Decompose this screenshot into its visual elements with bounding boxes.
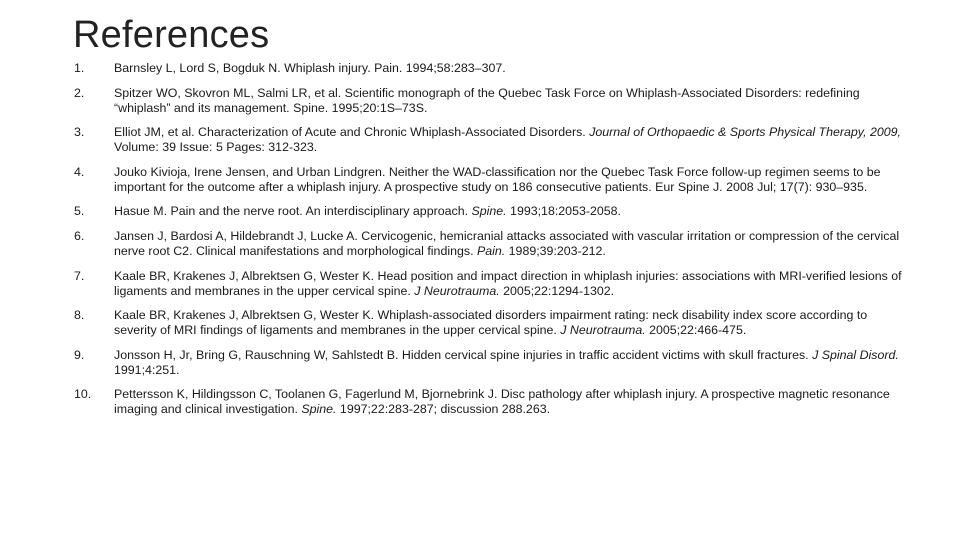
reference-text-segment: Pettersson K, Hildingsson C, Toolanen G, Fagerlund M, Bjornebrink J. Disc pathology after whiplash injury. A prospective magnetic resonance imaging and clinical investigation. xyxy=(114,387,890,417)
reference-text-segment: Jouko Kivioja, Irene Jensen, and Urban Lindgren. Neither the WAD-classification nor the Quebec Task Force follow-up regimen seems to be important for the outcome after a whiplash injury. A prospective study on 186 consecutive patients. Eur Spine J. 2008 Jul; 17(7): 930–935. xyxy=(114,164,881,194)
reference-number: 9. xyxy=(74,347,85,362)
reference-text-segment: 2005;22:466-475. xyxy=(645,323,747,338)
reference-item xyxy=(74,204,904,219)
reference-text xyxy=(114,269,904,299)
reference-item xyxy=(74,308,904,338)
reference-number: 4. xyxy=(74,164,85,179)
reference-text xyxy=(114,387,904,417)
reference-journal-italic: J Neurotrauma. xyxy=(560,323,646,338)
reference-text xyxy=(114,308,904,338)
slide-title: References xyxy=(73,14,270,56)
reference-text-segment: Jonsson H, Jr, Bring G, Rauschning W, Sahlstedt B. Hidden cervical spine injuries in traffic accident victims with skull fractures. xyxy=(114,347,813,362)
reference-journal-italic: J Neurotrauma. xyxy=(414,283,500,298)
reference-text-segment: Kaale BR, Krakenes J, Albrektsen G, Wester K. Head position and impact direction in whiplash injuries: associations with MRI-verified lesions of ligaments and membranes in the upper cervical spine. xyxy=(114,268,902,298)
reference-number: 5. xyxy=(74,204,85,219)
reference-text xyxy=(114,229,904,259)
reference-text-segment: Kaale BR, Krakenes J, Albrektsen G, Wester K. Whiplash-associated disorders impairment rating: neck disability index score according to severity of MRI findings of ligaments and membranes in the upper cervical spine. xyxy=(114,308,868,338)
reference-text-segment: Jansen J, Bardosi A, Hildebrandt J, Lucke A. Cervicogenic, hemicranial attacks associated with vascular irritation or compression of the cervical nerve root C2. Clinical manifestations and morphological findings. xyxy=(114,228,900,258)
reference-journal-italic: Journal of Orthopaedic & Sports Physical Therapy, 2009, xyxy=(589,125,901,140)
reference-item xyxy=(74,165,904,195)
reference-item xyxy=(74,348,904,378)
reference-text-segment: Hasue M. Pain and the nerve root. An interdisciplinary approach. xyxy=(114,204,472,219)
reference-item xyxy=(74,387,904,417)
reference-text-segment: Volume: 39 Issue: 5 Pages: 312-323. xyxy=(114,140,318,155)
reference-number: 2. xyxy=(74,85,85,100)
reference-text xyxy=(114,86,904,116)
reference-text xyxy=(114,204,904,219)
reference-number: 3. xyxy=(74,125,85,140)
reference-number: 6. xyxy=(74,228,85,243)
reference-number: 10. xyxy=(74,387,92,402)
reference-text-segment: 1997;22:283-287; discussion 288.263. xyxy=(336,402,551,417)
reference-text-segment: Spitzer WO, Skovron ML, Salmi LR, et al. Scientific monograph of the Quebec Task Force on Whiplash-Associated Disorders: redefining “whiplash” and its management. Spine. 1995;20:1S–73S. xyxy=(114,85,860,115)
reference-journal-italic: Spine. xyxy=(471,204,507,219)
reference-text-segment: Barnsley L, Lord S, Bogduk N. Whiplash injury. Pain. 1994;58:283–307. xyxy=(114,61,506,75)
reference-text-segment: 1989;39:203-212. xyxy=(505,243,606,258)
reference-text xyxy=(114,61,904,76)
reference-text-segment: 2005;22:1294-1302. xyxy=(499,283,615,298)
reference-text xyxy=(114,348,904,378)
reference-text-segment: 1991;4:251. xyxy=(114,362,180,377)
reference-journal-italic: Spine. xyxy=(301,402,337,417)
reference-text-segment: Elliot JM, et al. Characterization of Acute and Chronic Whiplash-Associated Disorders. xyxy=(114,125,590,140)
reference-list xyxy=(74,61,904,427)
reference-item xyxy=(74,86,904,116)
reference-item xyxy=(74,229,904,259)
reference-text-segment: 1993;18:2053-2058. xyxy=(506,204,621,219)
reference-text xyxy=(114,165,904,195)
reference-item xyxy=(74,269,904,299)
reference-journal-italic: J Spinal Disord. xyxy=(812,347,899,362)
reference-text xyxy=(114,125,904,155)
reference-number: 7. xyxy=(74,268,85,283)
reference-item xyxy=(74,125,904,155)
reference-item xyxy=(74,61,904,76)
reference-number: 1. xyxy=(74,61,85,75)
reference-journal-italic: Pain. xyxy=(476,243,506,258)
reference-number: 8. xyxy=(74,308,85,323)
